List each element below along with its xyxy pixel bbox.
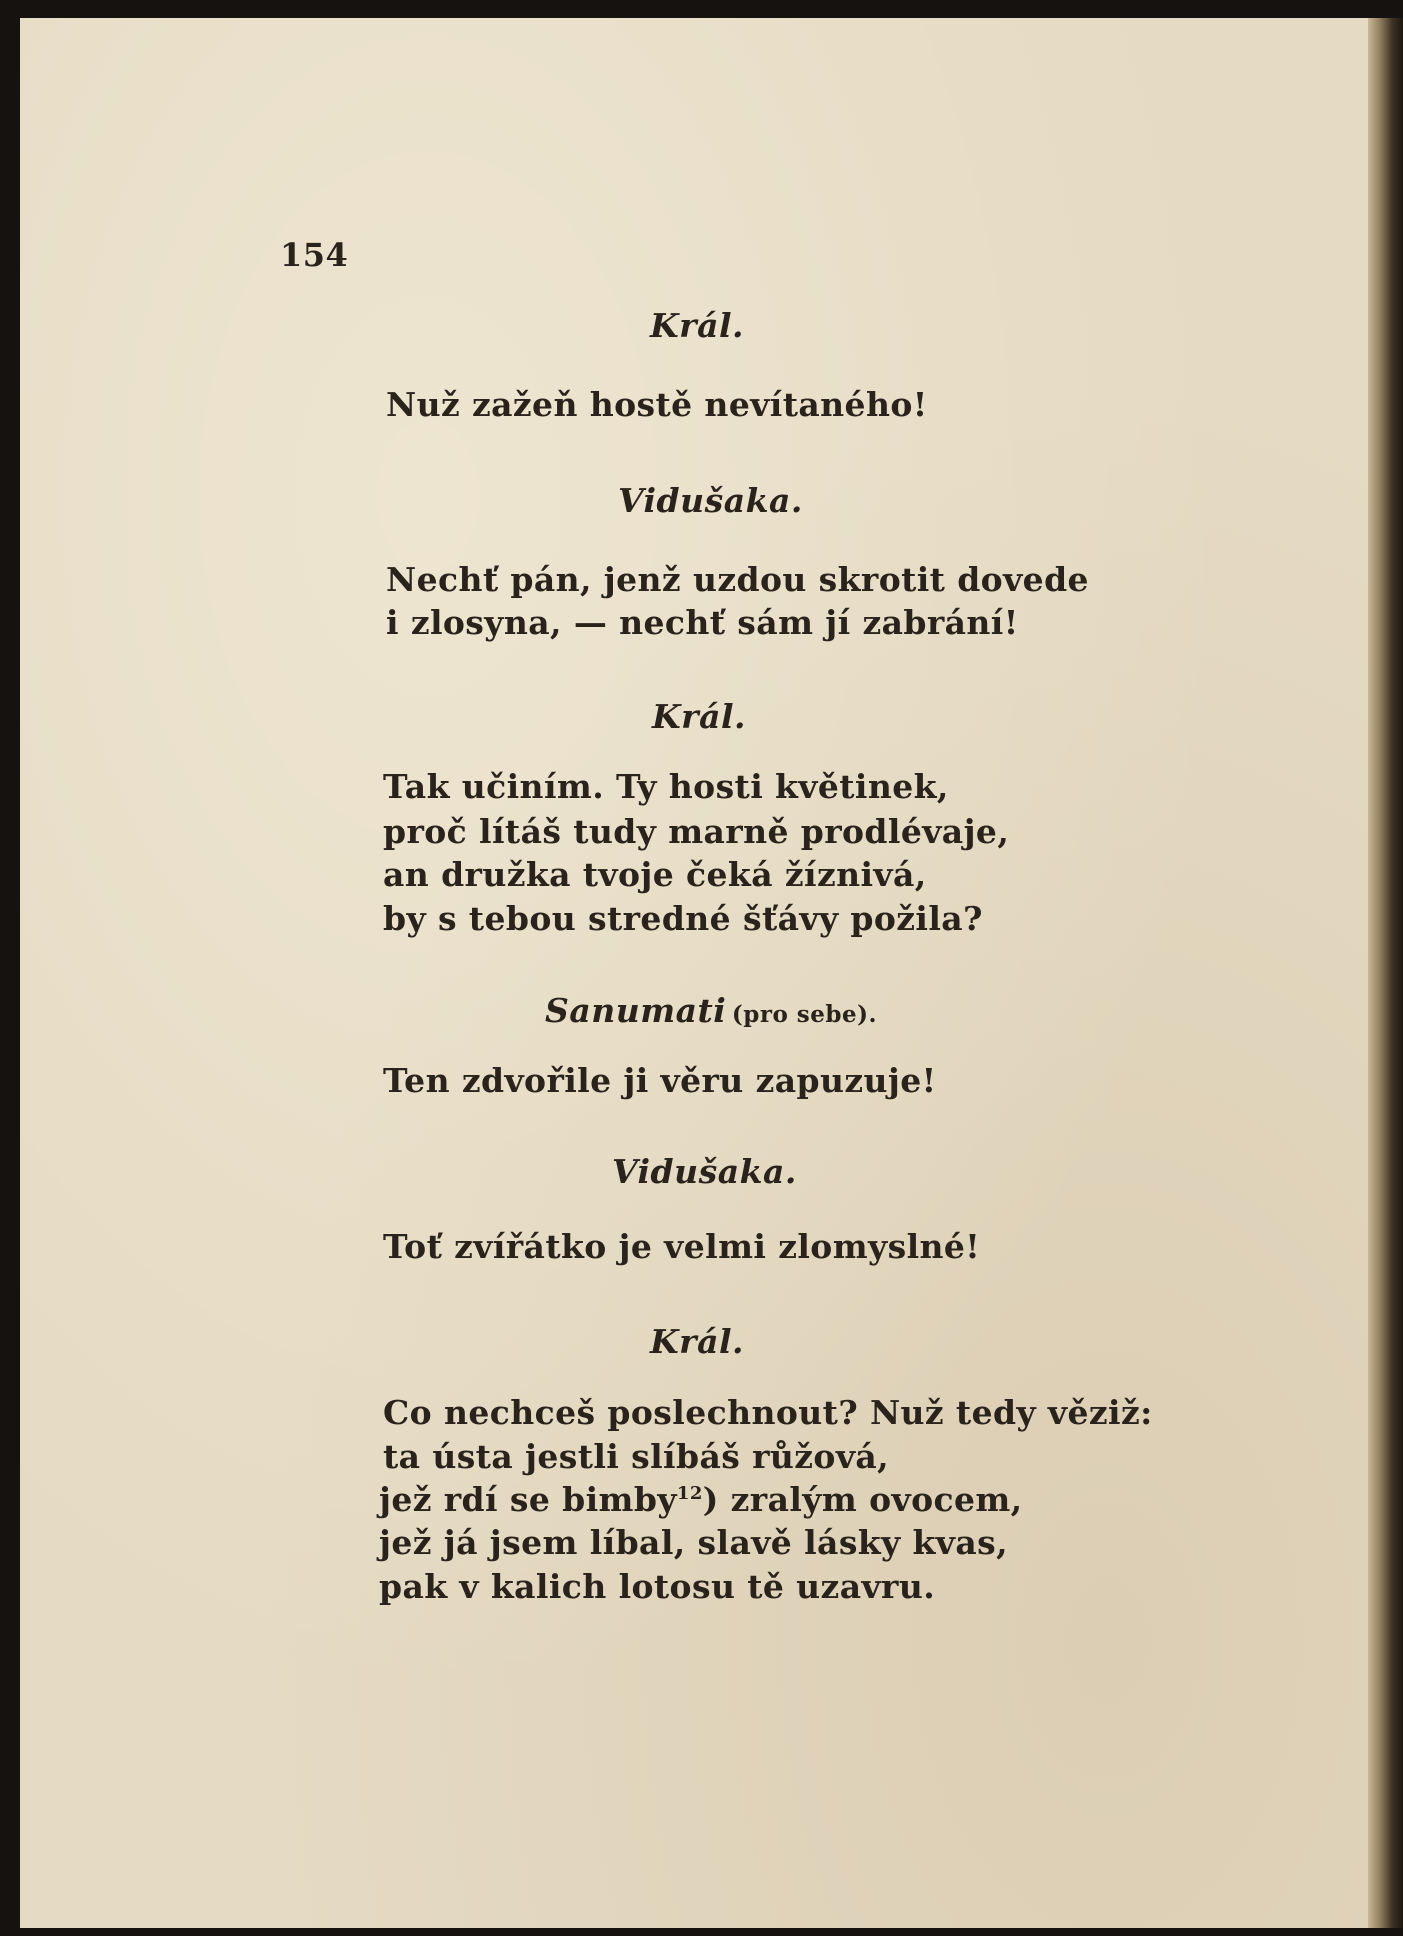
speaker-heading: Král. (652, 697, 746, 736)
verse-line: proč lítáš tudy marně prodlévaje, (383, 812, 1010, 851)
verse-line: Nuž zažeň hostě nevítaného! (386, 385, 928, 424)
book-gutter (1368, 18, 1403, 1928)
speaker-heading-with-note (545, 991, 877, 1030)
speaker-heading: Vidušaka. (618, 481, 803, 520)
verse-line: by s tebou stredné šťávy požila? (383, 899, 983, 938)
speaker-heading: Vidušaka. (612, 1152, 797, 1191)
speaker-name: Sanumati (545, 991, 727, 1030)
paper-page (20, 18, 1380, 1928)
page-number: 154 (280, 236, 349, 274)
speaker-heading: Král. (650, 1322, 744, 1361)
stage-direction: (pro sebe). (731, 1001, 877, 1028)
verse-line: Ten zdvořile ji věru zapuzuje! (383, 1061, 937, 1100)
verse-line (379, 1480, 1023, 1519)
verse-line: Toť zvířátko je velmi zlomyslné! (383, 1227, 981, 1266)
verse-line: i zlosyna, — nechť sám jí zabrání! (386, 603, 1019, 642)
verse-line: Tak učiním. Ty hosti květinek, (383, 767, 949, 806)
speaker-heading: Král. (650, 306, 744, 345)
verse-line: Co nechceš poslechnout? Nuž tedy věziž: (383, 1393, 1153, 1432)
footnote-marker: 12 (676, 1483, 703, 1504)
verse-line: ta ústa jestli slíbáš růžová, (383, 1437, 890, 1476)
verse-text: jež rdí se bimby (379, 1480, 677, 1519)
verse-line: jež já jsem líbal, slavě lásky kvas, (379, 1523, 1009, 1562)
verse-line: Nechť pán, jenž uzdou skrotit dovede (386, 560, 1089, 599)
verse-line: an družka tvoje čeká žíznivá, (383, 855, 927, 894)
verse-line: pak v kalich lotosu tě uzavru. (379, 1567, 936, 1606)
verse-text: ) zralým ovocem, (702, 1480, 1023, 1519)
